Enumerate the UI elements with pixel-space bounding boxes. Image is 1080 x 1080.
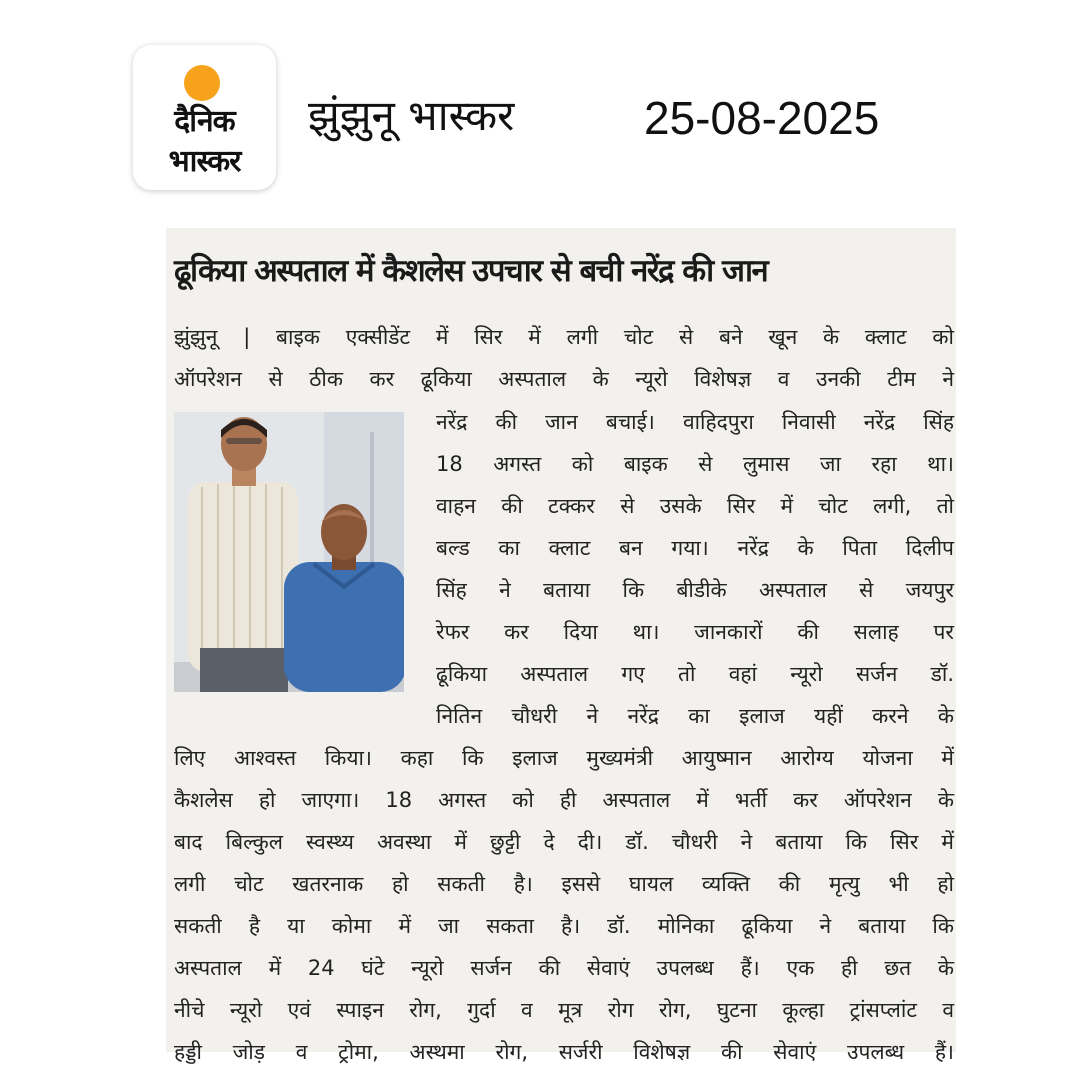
article-line: लिए आश्वस्त किया। कहा कि इलाज मुख्यमंत्री आयुष्मान आरोग्य योजना में (174, 746, 954, 770)
edition-title: झुंझुनू भास्कर (308, 91, 515, 140)
article-line: 18 अगस्त को बाइक से लुमास जा रहा था। (436, 452, 954, 476)
article-line: अस्पताल में 24 घंटे न्यूरो सर्जन की सेवाएं उपलब्ध हैं। एक ही छत के (174, 956, 954, 980)
article-line: ऑपरेशन से ठीक कर ढूकिया अस्पताल के न्यूरो विशेषज्ञ व उनकी टीम ने (174, 367, 954, 391)
article-line: रेफर कर दिया था। जानकारों की सलाह पर (436, 620, 954, 644)
article-line: झुंझुनू | बाइक एक्सीडेंट में सिर में लगी चोट से बने खून के क्लाट को (174, 325, 954, 349)
dainik-bhaskar-logo (133, 45, 276, 190)
article-line: कैशलेस हो जाएगा। 18 अगस्त को ही अस्पताल में भर्ती कर ऑपरेशन के (174, 788, 954, 812)
newspaper-clipping (166, 228, 956, 1064)
article-line: बल्ड का क्लाट बन गया। नरेंद्र के पिता दिलीप (436, 536, 954, 560)
article-line: नितिन चौधरी ने नरेंद्र का इलाज यहीं करने के (436, 704, 954, 728)
article-photo (174, 412, 404, 692)
edition-date: 25-08-2025 (644, 92, 880, 144)
sun-icon (184, 65, 220, 101)
logo-text-line1: दैनिक (174, 104, 235, 139)
article-headline: ढूकिया अस्पताल में कैशलेस उपचार से बची नरेंद्र की जान (174, 253, 768, 289)
article-line: वाहन की टक्कर से उसके सिर में चोट लगी, तो (436, 494, 954, 518)
article-line: हड्डी जोड़ व ट्रोमा, अस्थमा रोग, सर्जरी विशेषज्ञ की सेवाएं उपलब्ध हैं। (174, 1040, 954, 1064)
article-line: ढूकिया अस्पताल गए तो वहां न्यूरो सर्जन डॉ. (436, 662, 954, 686)
article-line: लगी चोट खतरनाक हो सकती है। इससे घायल व्यक्ति की मृत्यु भी हो (174, 872, 954, 896)
article-line: सिंह ने बताया कि बीडीके अस्पताल से जयपुर (436, 578, 954, 602)
doctor-and-patient-photo (174, 412, 404, 692)
article-line: सकती है या कोमा में जा सकता है। डॉ. मोनिका ढूकिया ने बताया कि (174, 914, 954, 938)
article-line: बाद बिल्कुल स्वस्थ्य अवस्था में छुट्टी दे दी। डॉ. चौधरी ने बताया कि सिर में (174, 830, 954, 854)
article-line: नरेंद्र की जान बचाई। वाहिदपुरा निवासी नरेंद्र सिंह (436, 410, 954, 434)
article-line: नीचे न्यूरो एवं स्पाइन रोग, गुर्दा व मूत्र रोग रोग, घुटना कूल्हा ट्रांसप्लांट व (174, 998, 954, 1022)
logo-text-line2: भास्कर (168, 144, 241, 179)
